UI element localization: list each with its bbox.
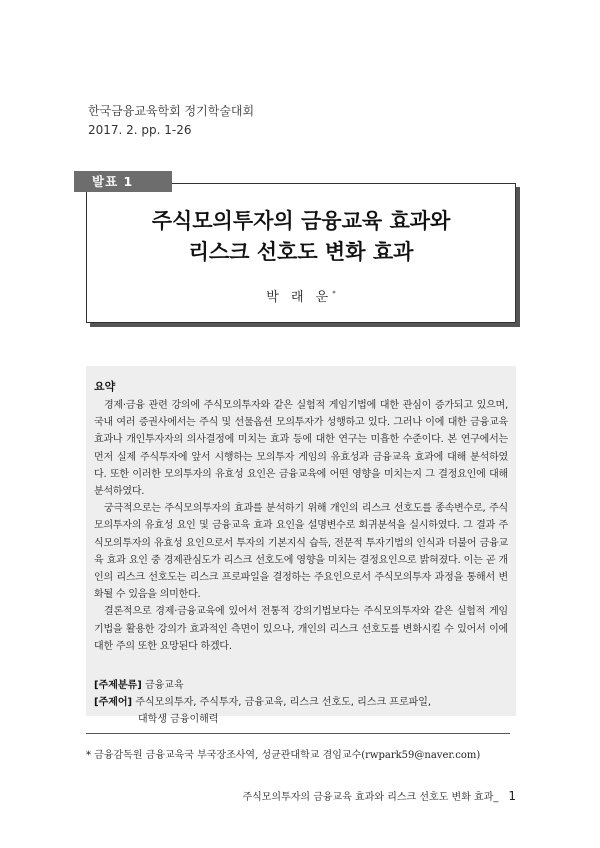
keywords-value-2: 대학생 금융이해력 bbox=[138, 714, 219, 726]
keywords-label: [주제어] bbox=[94, 697, 133, 709]
classification-value: 금융교육 bbox=[144, 680, 184, 692]
keywords-block bbox=[94, 677, 508, 728]
author bbox=[87, 286, 515, 305]
author-footnote: * 금융감독원 금융교육국 부국장조사역, 성균관대학교 겸임교수(rwpark59@naver.com) bbox=[86, 750, 481, 761]
journal-header bbox=[88, 102, 254, 140]
running-footer-title: 주식모의투자의 금융교육 효과와 리스크 선호도 변화 효과_ bbox=[242, 792, 499, 803]
abstract-paragraph-2: 궁극적으로는 주식모의투자의 효과를 분석하기 위해 개인의 리스크 선호도를 종속변수로, 주식모의투자의 유효성 요인 및 금융교육 효과 요인을 설명변수로 회귀분석을 실시하였다. 그 결과 주식모의투자의 유효성 요인으로서 투자의 기본지식 습득, 전문적 투자기법의 인식과 더불어 금융교육 효과 요인 중 경제관심도가 리스크 선호도에 영향을 미치는 결정요인으로 밝혀졌다. 이는 곧 개인의 리스크 선호도는 리스크 프로파일을 결정하는 주요인으로서 주식모의투자 과정을 통해서 변화될 수 있음을 의미한다. bbox=[94, 503, 508, 601]
classification-label: [주제분류] bbox=[94, 680, 142, 692]
abstract-box bbox=[86, 366, 516, 726]
classification-row bbox=[94, 677, 508, 694]
abstract-paragraph-1: 경제·금융 관련 강의에 주식모의투자와 같은 실험적 게임기법에 대한 관심이 증가되고 있으며, 국내 여러 증권사에서는 주식 및 선물옵션 모의투자가 성행하고 있다. 그러나 이에 대한 금융교육 효과나 개인투자자의 의사결정에 미치는 효과 등에 대한 연구는 미흡한 수준이다. 본 연구에서는 먼저 실제 주식투자에 앞서 시행하는 모의투자 게임의 유효성과 금융교육 효과에 대해 분석하였다. 또한 이러한 모의투자의 유효성 요인은 금융교육에 어떤 영향을 미치는지 그 결정요인에 대해 분석하였다. bbox=[94, 400, 508, 498]
abstract-heading: 요약 bbox=[94, 380, 116, 393]
journal-name: 한국금융교육학회 정기학술대회 bbox=[88, 104, 255, 118]
title-line-1: 주식모의투자의 금융교육 효과와 bbox=[151, 209, 451, 233]
journal-issue: 2017. 2. pp. 1-26 bbox=[88, 123, 192, 137]
title-box bbox=[86, 183, 516, 323]
author-footnote-mark: * bbox=[332, 289, 336, 298]
keywords-value-1: 주식모의투자, 주식투자, 금융교육, 리스크 선호도, 리스크 프로파일, bbox=[135, 697, 432, 709]
footnote-divider bbox=[86, 733, 510, 734]
running-footer bbox=[242, 788, 516, 803]
page-number: 1 bbox=[508, 789, 516, 803]
title-line-2: 리스크 선호도 변화 효과 bbox=[188, 240, 414, 264]
abstract-paragraph-3: 결론적으로 경제·금융교육에 있어서 전통적 강의기법보다는 주식모의투자와 같은 실험적 게임기법을 활용한 강의가 효과적인 측면이 있으나, 개인의 리스크 선호도를 변화시킬 수 있어서 이에 대한 주의 또한 요망된다 하겠다. bbox=[94, 606, 508, 652]
session-tag: 발표 1 bbox=[74, 171, 172, 192]
paper-title bbox=[87, 206, 515, 268]
keywords-row bbox=[94, 694, 508, 711]
author-name: 박 래 운 bbox=[266, 290, 333, 305]
